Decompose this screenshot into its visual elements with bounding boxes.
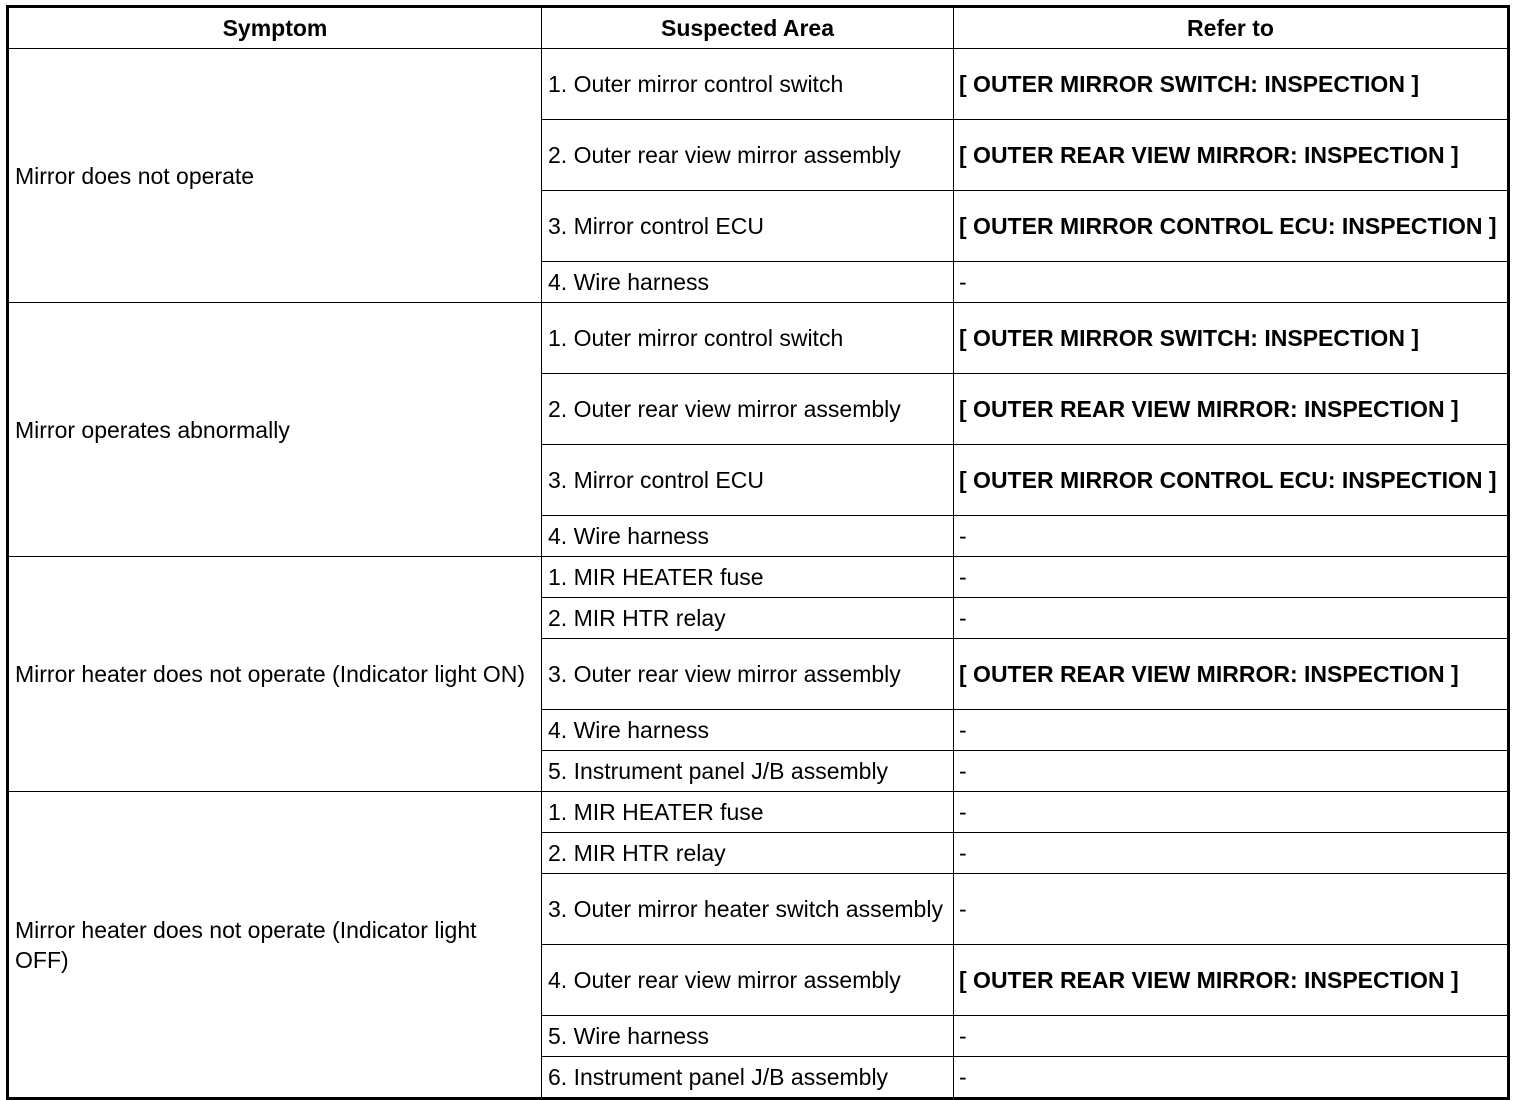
refer-to-link[interactable]: [ OUTER REAR VIEW MIRROR: INSPECTION ]	[954, 120, 1509, 191]
suspected-area-cell: 1. Outer mirror control switch	[542, 49, 954, 120]
suspected-area-cell: 4. Wire harness	[542, 516, 954, 557]
header-refer-to: Refer to	[954, 7, 1509, 49]
refer-to-cell: -	[954, 1057, 1509, 1099]
symptom-cell: Mirror heater does not operate (Indicator light ON)	[8, 557, 542, 792]
suspected-area-cell: 1. MIR HEATER fuse	[542, 557, 954, 598]
refer-to-cell: -	[954, 833, 1509, 874]
refer-to-cell: -	[954, 557, 1509, 598]
header-suspected-area: Suspected Area	[542, 7, 954, 49]
table-row	[8, 557, 1509, 598]
symptom-cell: Mirror does not operate	[8, 49, 542, 303]
suspected-area-cell: 5. Instrument panel J/B assembly	[542, 751, 954, 792]
header-symptom: Symptom	[8, 7, 542, 49]
suspected-area-cell: 3. Mirror control ECU	[542, 191, 954, 262]
refer-to-cell: -	[954, 710, 1509, 751]
refer-to-cell: -	[954, 516, 1509, 557]
refer-to-cell: -	[954, 262, 1509, 303]
table-row	[8, 49, 1509, 120]
suspected-area-cell: 1. Outer mirror control switch	[542, 303, 954, 374]
suspected-area-cell: 2. Outer rear view mirror assembly	[542, 374, 954, 445]
suspected-area-cell: 3. Outer rear view mirror assembly	[542, 639, 954, 710]
table-row	[8, 303, 1509, 374]
suspected-area-cell: 2. Outer rear view mirror assembly	[542, 120, 954, 191]
table-body	[8, 49, 1509, 1099]
refer-to-cell: -	[954, 751, 1509, 792]
suspected-area-cell: 3. Mirror control ECU	[542, 445, 954, 516]
table-row	[8, 792, 1509, 833]
troubleshooting-table	[6, 5, 1510, 1100]
symptom-cell: Mirror heater does not operate (Indicator light OFF)	[8, 792, 542, 1099]
suspected-area-cell: 5. Wire harness	[542, 1016, 954, 1057]
suspected-area-cell: 3. Outer mirror heater switch assembly	[542, 874, 954, 945]
refer-to-link[interactable]: [ OUTER REAR VIEW MIRROR: INSPECTION ]	[954, 639, 1509, 710]
suspected-area-cell: 4. Wire harness	[542, 710, 954, 751]
refer-to-cell: -	[954, 598, 1509, 639]
header-row	[8, 7, 1509, 49]
refer-to-cell: -	[954, 792, 1509, 833]
suspected-area-cell: 1. MIR HEATER fuse	[542, 792, 954, 833]
refer-to-link[interactable]: [ OUTER REAR VIEW MIRROR: INSPECTION ]	[954, 945, 1509, 1016]
suspected-area-cell: 2. MIR HTR relay	[542, 833, 954, 874]
refer-to-link[interactable]: [ OUTER MIRROR SWITCH: INSPECTION ]	[954, 49, 1509, 120]
refer-to-cell: -	[954, 874, 1509, 945]
refer-to-link[interactable]: [ OUTER MIRROR CONTROL ECU: INSPECTION ]	[954, 191, 1509, 262]
symptom-cell: Mirror operates abnormally	[8, 303, 542, 557]
refer-to-link[interactable]: [ OUTER REAR VIEW MIRROR: INSPECTION ]	[954, 374, 1509, 445]
suspected-area-cell: 2. MIR HTR relay	[542, 598, 954, 639]
suspected-area-cell: 4. Wire harness	[542, 262, 954, 303]
refer-to-cell: -	[954, 1016, 1509, 1057]
suspected-area-cell: 6. Instrument panel J/B assembly	[542, 1057, 954, 1099]
refer-to-link[interactable]: [ OUTER MIRROR CONTROL ECU: INSPECTION ]	[954, 445, 1509, 516]
refer-to-link[interactable]: [ OUTER MIRROR SWITCH: INSPECTION ]	[954, 303, 1509, 374]
suspected-area-cell: 4. Outer rear view mirror assembly	[542, 945, 954, 1016]
